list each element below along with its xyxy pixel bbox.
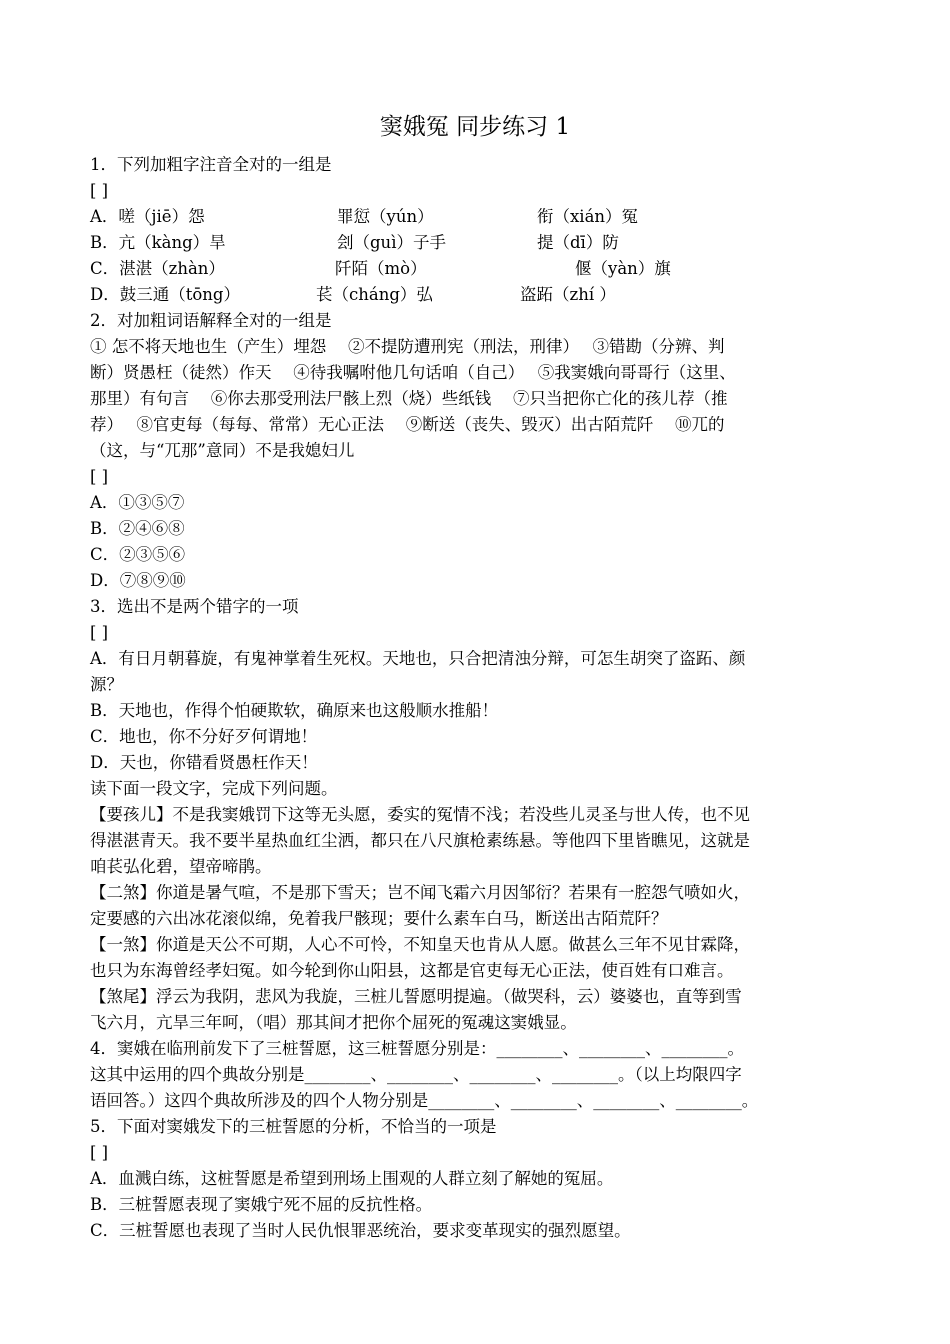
q2-body-line: 荐） ⑧官吏每（每每、常常）无心正法 ⑨断送（丧失、毁灭）出古陌荒阡 ⑩兀的 [90, 415, 725, 434]
q2-option-d: D．⑦⑧⑨⑩ [90, 571, 186, 590]
q1-option-d-3: 盗跖（zhí ） [520, 285, 616, 304]
q5-answer-bracket: [ ] [90, 1143, 109, 1162]
passage-line: 得湛湛青天。我不要半星热血红尘洒，都只在八尺旗枪素练悬。等他四下里皆瞧见，这就是 [90, 831, 750, 850]
q1-option-a [90, 204, 865, 230]
q5-option-a: A．血溅白练，这桩誓愿是希望到刑场上围观的人群立刻了解她的冤屈。 [90, 1169, 614, 1188]
q1-option-c-2: 阡陌（mò） [335, 259, 427, 278]
q1-option-c-3: 偃（yàn）旗 [575, 259, 671, 278]
q1-option-b-1: B．亢（kàng）旱 [90, 233, 226, 252]
passage-line: 飞六月，亢旱三年呵，（唱）那其间才把你个屈死的冤魂这窦娥显。 [90, 1013, 577, 1032]
q1-option-a-2: 罪愆（yún） [337, 207, 434, 226]
q4-line: 这其中运用的四个典故分别是________、________、________、________。（以上均限四字 [90, 1065, 742, 1084]
q2-option-c: C．②③⑤⑥ [90, 545, 186, 564]
q5-option-b: B．三桩誓愿表现了窦娥宁死不屈的反抗性格。 [90, 1195, 433, 1214]
q5-option-c: C．三桩誓愿也表现了当时人民仇恨罪恶统治，要求变革现实的强烈愿望。 [90, 1221, 631, 1240]
passage-line: 【要孩儿】不是我窦娥罚下这等无头愿，委实的冤情不浅；若没些儿灵圣与世人传，也不见 [90, 805, 750, 824]
q3-option-a-cont: 源？ [90, 675, 123, 694]
q1-option-d [90, 282, 865, 308]
q3-answer-bracket: [ ] [90, 623, 109, 642]
q1-option-d-1: D．鼓三通（tōng） [90, 285, 240, 304]
q1-option-d-2: 苌（cháng）弘 [316, 285, 433, 304]
reading-intro: 读下面一段文字，完成下列问题。 [90, 779, 338, 798]
q2-option-a: A．①③⑤⑦ [90, 493, 185, 512]
q3-option-a: A．有日月朝暮旋，有鬼神掌着生死权。天地也，只合把清浊分辩，可怎生胡突了盗跖、颜 [90, 649, 746, 668]
q2-option-b: B．②④⑥⑧ [90, 519, 185, 538]
q5-stem: 5．下面对窦娥发下的三桩誓愿的分析，不恰当的一项是 [90, 1117, 497, 1136]
passage-line: 【二煞】你道是暑气喧，不是那下雪天；岂不闻飞霜六月因邹衍？若果有一腔怨气喷如火， [90, 883, 750, 902]
q3-option-d: D．天也，你错看贤愚枉作天！ [90, 753, 318, 772]
passage-line: 咱苌弘化碧，望帝啼鹃。 [90, 857, 272, 876]
q1-option-c-1: C．湛湛（zhàn） [90, 259, 225, 278]
q2-body-line: 那里）有句言 ⑥你去那受刑法尸骸上烈（烧）些纸钱 ⑦只当把你亡化的孩儿荐（推 [90, 389, 728, 408]
q1-option-b [90, 230, 865, 256]
q1-answer-bracket: [ ] [90, 181, 109, 200]
q3-stem: 3．选出不是两个错字的一项 [90, 597, 299, 616]
passage-line: 【煞尾】浮云为我阴，悲风为我旋，三桩儿誓愿明提遍。（做哭科，云）婆婆也，直等到雪 [90, 987, 742, 1006]
q2-body-line: ① 怎不将天地也生（产生）埋怨 ②不提防遭刑宪（刑法，刑律） ③错勘（分辨、判 [90, 337, 725, 356]
q1-option-a-3: 衔（xián）冤 [537, 207, 639, 226]
q4-line: 语回答。）这四个典故所涉及的四个人物分别是________、________、________、________。 [90, 1091, 759, 1110]
passage-line: 也只为东海曾经孝妇冤。如今轮到你山阳县，这都是官吏每无心正法，使百姓有口难言。 [90, 961, 734, 980]
document-title: 窦娥冤 同步练习 1 [379, 114, 571, 140]
q2-body-line: （这，与“兀那”意同）不是我媳妇儿 [90, 441, 355, 460]
q1-option-c [90, 256, 865, 282]
q1-option-b-3: 提（dī）防 [537, 233, 619, 252]
passage-line: 【一煞】你道是天公不可期，人心不可怜，不知皇天也肯从人愿。做甚么三年不见甘霖降， [90, 935, 750, 954]
q3-option-c: C．地也，你不分好歹何谓地！ [90, 727, 318, 746]
q2-body-line: 断）贤愚枉（徒然）作天 ④待我嘱咐他几句话咱（自己） ⑤我窦娥向哥哥行（这里、 [90, 363, 736, 382]
q3-option-b: B．天地也，作得个怕硬欺软，确原来也这般顺水推船！ [90, 701, 499, 720]
q1-option-b-2: 刽（guì）子手 [337, 233, 446, 252]
document-body [90, 152, 865, 1244]
q2-stem: 2．对加粗词语解释全对的一组是 [90, 311, 332, 330]
q2-answer-bracket: [ ] [90, 467, 109, 486]
q1-option-a-1: A．嗟（jiē）怨 [90, 207, 205, 226]
q1-stem: 1．下列加粗字注音全对的一组是 [90, 155, 332, 174]
passage-line: 定要感的六出冰花滚似绵，免着我尸骸现；要什么素车白马，断送出古陌荒阡？ [90, 909, 668, 928]
q4-line: 4．窦娥在临刑前发下了三桩誓愿，这三桩誓愿分别是：________、________、________。 [90, 1039, 744, 1058]
